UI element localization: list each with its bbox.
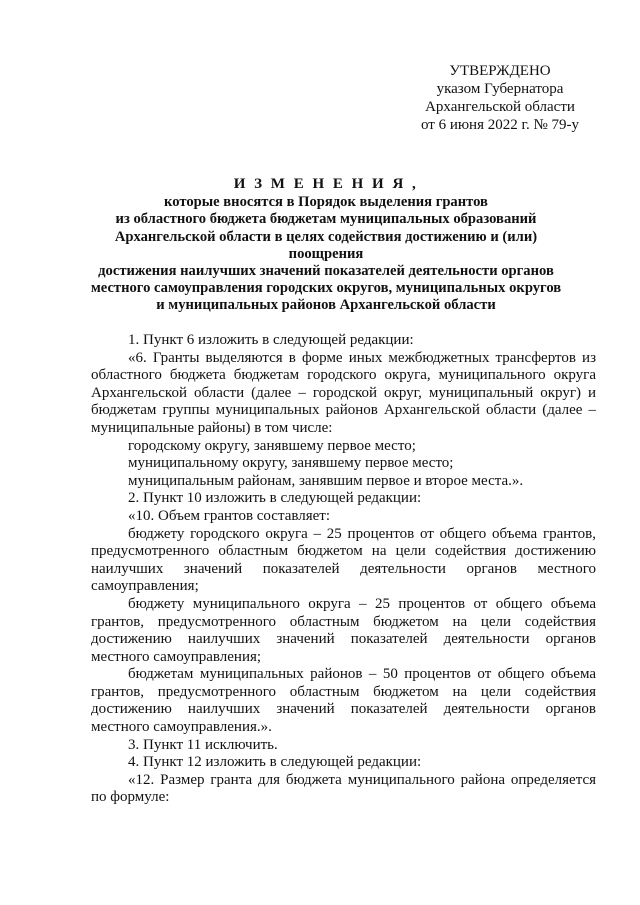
- paragraph-regions-budget: бюджетам муниципальных районов – 50 процентов от общего объема грантов, предусмотренного областным бюджетом на цели содействия достижению наилучших значений показателей деятельности органов местного самоуправления.».: [91, 666, 596, 736]
- document-body: [91, 332, 596, 807]
- approval-line-approved: УТВЕРЖДЕНО: [449, 63, 551, 79]
- paragraph-item-10-text: «10. Объем грантов составляет:: [128, 507, 331, 524]
- approval-line-region: Архангельской области: [425, 99, 575, 115]
- title-line-2: из областного бюджета бюджетам муниципальных образований: [115, 211, 537, 228]
- paragraph-item-6-text: «6. Гранты выделяются в форме иных межбюджетных трансфертов из областного бюджета бюджетам городского округа, муниципального округа Архангельской области (далее – городской округ, муниципальный округ) и бюджетам группы муниципальных районов Архангельской области (далее – муниципальные районы) в том числе:: [91, 349, 596, 436]
- paragraph-city-budget: бюджету городского округа – 25 процентов от общего объема грантов, предусмотренного областным бюджетом на цели содействия достижению наилучших значений показателей деятельности органов местного самоуправления;: [91, 525, 596, 595]
- paragraph-item-12-text: «12. Размер гранта для бюджета муниципального района определяется по формуле:: [91, 771, 596, 806]
- approval-stamp: [400, 62, 600, 134]
- approval-line-decree: указом Губернатора: [436, 81, 564, 97]
- document-title: [88, 176, 564, 315]
- paragraph-item-2: 2. Пункт 10 изложить в следующей редакции:: [128, 490, 422, 507]
- title-heading: И З М Е Н Е Н И Я ,: [233, 176, 419, 192]
- paragraph-municipal-regions: муниципальным районам, занявшим первое и второе места.».: [128, 472, 524, 489]
- approval-line-date: от 6 июня 2022 г. № 79-у: [420, 117, 580, 133]
- title-line-4: достижения наилучших значений показателей деятельности органов: [98, 263, 554, 280]
- paragraph-item-3: 3. Пункт 11 исключить.: [128, 736, 278, 753]
- title-line-3: Архангельской области в целях содействия достижению и (или) поощрения: [114, 228, 538, 262]
- title-line-6: и муниципальных районов Архангельской области: [156, 297, 496, 314]
- title-line-1: которые вносятся в Порядок выделения грантов: [164, 194, 488, 211]
- paragraph-item-4: 4. Пункт 12 изложить в следующей редакции:: [128, 754, 422, 771]
- paragraph-municipal-district: муниципальному округу, занявшему первое место;: [128, 455, 454, 472]
- paragraph-item-1: 1. Пункт 6 изложить в следующей редакции:: [128, 332, 414, 348]
- paragraph-municipal-budget: бюджету муниципального округа – 25 процентов от общего объема грантов, предусмотренного областным бюджетом на цели содействия достижению наилучших значений показателей деятельности органов местного самоуправления;: [91, 595, 596, 665]
- title-line-5: местного самоуправления городских округов, муниципальных округов: [90, 280, 562, 297]
- paragraph-city-district: городскому округу, занявшему первое место;: [128, 437, 416, 454]
